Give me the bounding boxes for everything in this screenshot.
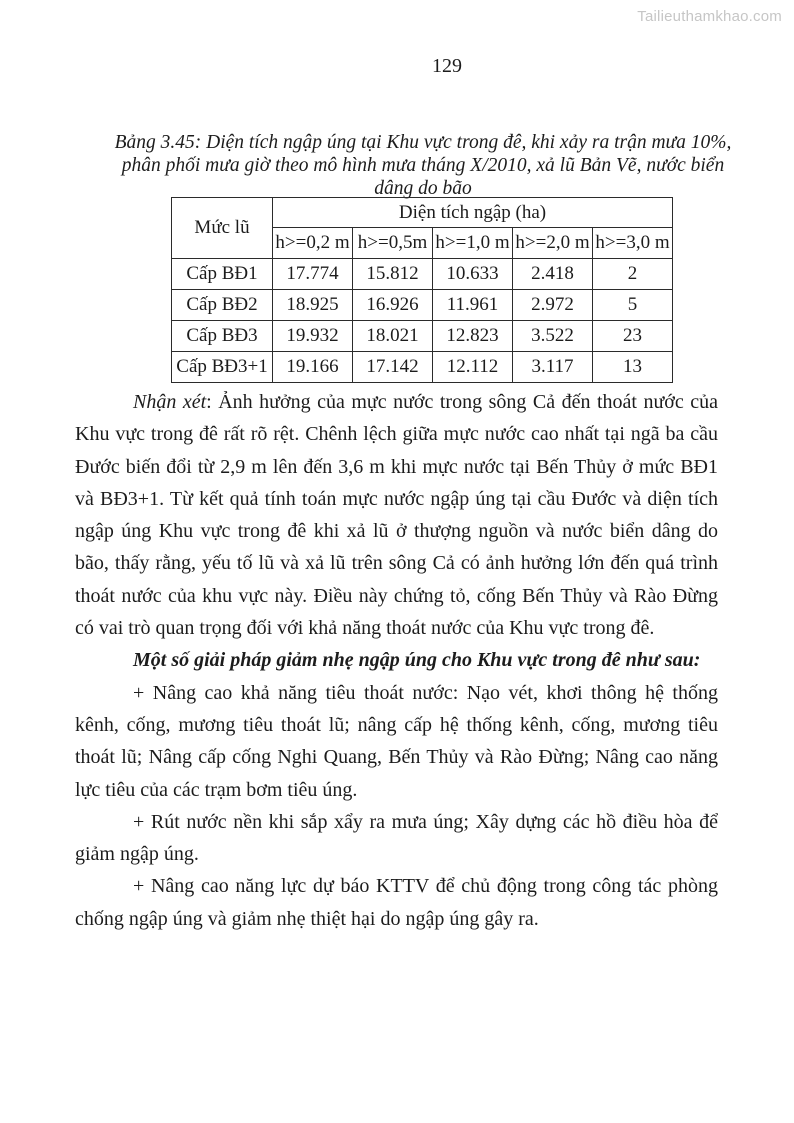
caption-line: Bảng 3.45: Diện tích ngập úng tại Khu vực trong đê, khi xảy ra trận mưa 10%, — [114, 132, 732, 153]
table-value-cell: 15.812 — [353, 259, 433, 290]
text-segment: : Ảnh hưởng của mực nước trong sông Cả đến thoát nước của Khu vực trong đê rất rõ rệt. Chênh lệch giữa mực nước cao nhất tại ngã ba cầu Đước biến đổi từ 2,9 m lên đến 3,6 m khi mực nước tại Bến Thủy ở mức BĐ1 và BĐ3+1. Từ kết quả tính toán mực nước ngập úng tại cầu Đước và diện tích ngập úng Khu vực trong đê khi xả lũ ở thượng nguồn và nước biển dâng do bão, thấy rằng, yếu tố lũ và xả lũ trên sông Cả có ảnh hưởng lớn đến quá trình thoát nước của khu vực này. Điều này chứng tỏ, cống Bến Thủy và Rào Đừng có vai trò quan trọng đối với khả năng thoát nước của Khu vực trong đê. — [75, 391, 718, 640]
table-container — [171, 197, 673, 383]
table-subheader-cell: h>=0,5m — [353, 228, 433, 259]
table-value-cell: 19.932 — [273, 321, 353, 352]
table-subheader-cell: h>=0,2 m — [273, 228, 353, 259]
table-row — [172, 290, 673, 321]
row-label-cell: Cấp BĐ3+1 — [172, 352, 273, 383]
table-value-cell: 17.774 — [273, 259, 353, 290]
text-segment: + Nâng cao năng lực dự báo KTTV để chủ động trong công tác phòng chống ngập úng và giảm nhẹ thiệt hại do ngập úng gây ra. — [75, 875, 718, 930]
table-value-cell: 23 — [593, 321, 673, 352]
table-value-cell: 3.117 — [513, 352, 593, 383]
row-label-cell: Cấp BĐ1 — [172, 259, 273, 290]
table-value-cell: 18.925 — [273, 290, 353, 321]
text-segment: + Rút nước nền khi sắp xẩy ra mưa úng; Xây dựng các hồ điều hòa để giảm ngập úng. — [75, 810, 718, 866]
table-value-cell: 10.633 — [433, 259, 513, 290]
paragraph — [75, 870, 718, 935]
table-subheader-cell: h>=2,0 m — [513, 228, 593, 259]
table-corner-header: Mức lũ — [172, 198, 273, 259]
section-heading — [75, 644, 718, 676]
body-text — [75, 386, 718, 935]
table-value-cell: 11.961 — [433, 290, 513, 321]
table-group-header: Diện tích ngập (ha) — [273, 198, 673, 228]
table-value-cell: 12.112 — [433, 352, 513, 383]
text-segment: + Nâng cao khả năng tiêu thoát nước: Nạo vét, khơi thông hệ thống kênh, cống, mương tiêu thoát lũ; nâng cấp hệ thống kênh, cống, mương tiêu thoát lũ; Nâng cấp cống Nghi Quang, Bến Thủy và Rào Đừng; Nâng cao năng lực tiêu của các trạm bơm tiêu úng. — [75, 681, 718, 801]
table-value-cell: 3.522 — [513, 321, 593, 352]
table-value-cell: 12.823 — [433, 321, 513, 352]
table-value-cell: 16.926 — [353, 290, 433, 321]
page-number: 129 — [432, 55, 462, 77]
table-value-cell: 19.166 — [273, 352, 353, 383]
table-value-cell: 13 — [593, 352, 673, 383]
table-caption — [52, 131, 794, 200]
table-value-cell: 18.021 — [353, 321, 433, 352]
row-label-cell: Cấp BĐ2 — [172, 290, 273, 321]
table-value-cell: 17.142 — [353, 352, 433, 383]
paragraph — [75, 806, 718, 871]
paragraph — [75, 677, 718, 806]
text-segment: Nhận xét — [133, 391, 207, 413]
caption-line: phân phối mưa giờ theo mô hình mưa tháng X/2010, xả lũ Bản Vẽ, nước biển — [121, 155, 725, 176]
watermark: Tailieuthamkhao.com — [637, 8, 782, 25]
caption-line: dâng do bão — [374, 178, 472, 199]
table-value-cell: 5 — [593, 290, 673, 321]
table-subheader-cell: h>=3,0 m — [593, 228, 673, 259]
table-subheader-cell: h>=1,0 m — [433, 228, 513, 259]
table-value-cell: 2.972 — [513, 290, 593, 321]
text-segment: Một số giải pháp giảm nhẹ ngập úng cho Khu vực trong đê như sau: — [133, 649, 701, 672]
table-value-cell: 2.418 — [513, 259, 593, 290]
paragraph — [75, 386, 718, 644]
flood-area-table — [171, 197, 673, 383]
row-label-cell: Cấp BĐ3 — [172, 321, 273, 352]
table-row — [172, 321, 673, 352]
table-row — [172, 352, 673, 383]
table-value-cell: 2 — [593, 259, 673, 290]
table-row — [172, 259, 673, 290]
